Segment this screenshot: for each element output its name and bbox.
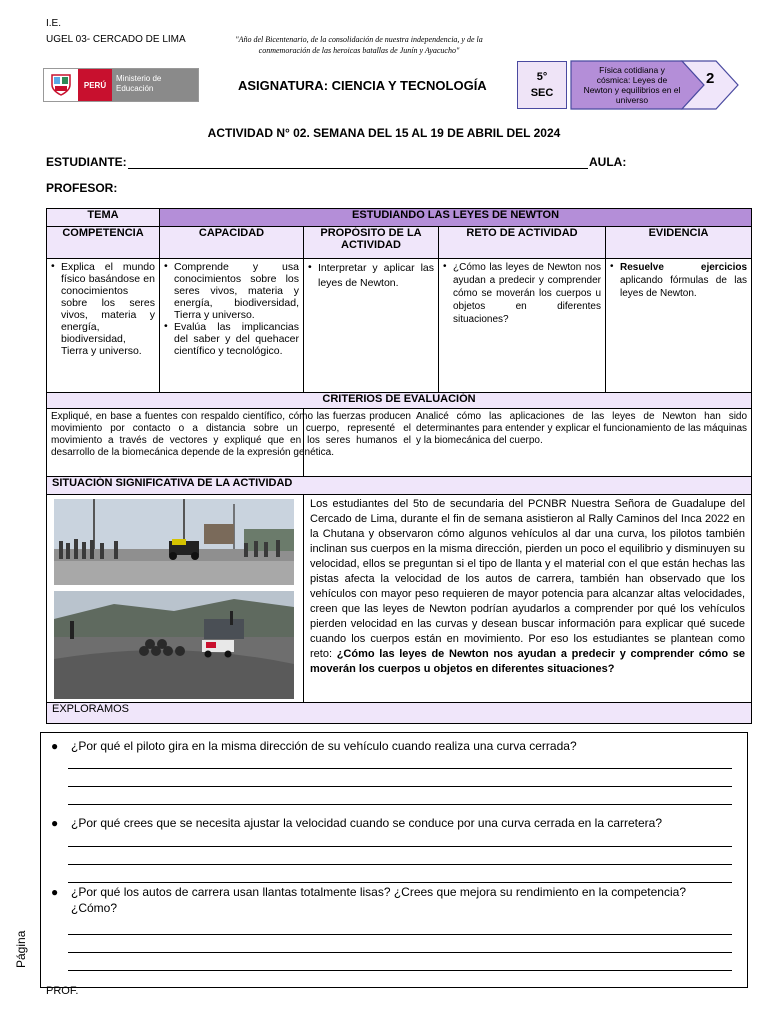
motto-line-2: conmemoración de las heroicas batallas de Junín y Ayacucho" bbox=[258, 46, 460, 55]
peru-label: PERÚ bbox=[78, 69, 112, 101]
ministry-line-1: Ministerio de bbox=[116, 74, 162, 83]
student-label: ESTUDIANTE: bbox=[46, 155, 127, 169]
grade-level: SEC bbox=[530, 87, 554, 99]
motto-line-1: "Año del Bicentenario, de la consolidación de nuestra independencia, y de la bbox=[235, 35, 483, 44]
ministry-line-2: Educación bbox=[116, 84, 154, 93]
rally-photos bbox=[54, 499, 294, 699]
question-3 bbox=[51, 884, 731, 916]
bullet-icon: ● bbox=[51, 885, 59, 899]
grade-box bbox=[517, 61, 567, 109]
evidencia-item bbox=[610, 261, 747, 300]
capacidad-cell bbox=[160, 259, 304, 393]
activity-title: ACTIVIDAD N° 02. SEMANA DEL 15 AL 19 DE ABRIL DEL 2024 bbox=[207, 126, 561, 140]
situacion-cell bbox=[304, 495, 752, 703]
answer-line[interactable] bbox=[68, 952, 732, 953]
evidencia-cell bbox=[606, 259, 752, 393]
rally-crowd-photo bbox=[54, 499, 294, 585]
student-name-line[interactable] bbox=[128, 168, 588, 169]
criterio-2-text: Analicé cómo las aplicaciones de las leyes de Newton han sido determinantes para entender y explicar el funcionamiento de las máquinas y la biomecánica del cuerpo. bbox=[416, 411, 748, 446]
page-label: Página bbox=[14, 930, 28, 968]
unit-title: Física cotidiana y cósmica: Leyes de Newton y equilibrios en el universo bbox=[583, 65, 681, 105]
answer-line[interactable] bbox=[68, 864, 732, 865]
answer-line[interactable] bbox=[68, 804, 732, 805]
reto-item: • ¿Cómo las leyes de Newton nos ayudan a predecir y comprender cómo se moverán los cuerpos u objetos en diferentes situaciones? bbox=[443, 261, 601, 326]
reto-cell bbox=[439, 259, 606, 393]
capacidad-item-2: • Evalúa las implicancias del saber y del quehacer científico y tecnológico. bbox=[164, 321, 299, 357]
bullet-icon: ● bbox=[51, 739, 59, 753]
criterio-1 bbox=[47, 409, 411, 477]
situacion-label: SITUACIÓN SIGNIFICATIVA DE LA ACTIVIDAD bbox=[47, 477, 752, 495]
questions-box bbox=[40, 732, 748, 988]
bullet-icon: ● bbox=[51, 816, 59, 830]
coat-of-arms-icon bbox=[44, 69, 78, 101]
prof-label: PROF. bbox=[46, 985, 79, 997]
competencia-item: • Explica el mundo físico basándose en conocimientos sobre los seres vivos, materia y energía, biodiversidad, Tierra y universo. bbox=[51, 261, 155, 357]
evidencia-bold: Resuelve ejercicios bbox=[620, 262, 748, 273]
proposito-item: • Interpretar y aplicar las leyes de Newton. bbox=[308, 261, 434, 291]
competencia-cell bbox=[47, 259, 160, 393]
criterios-label: CRITERIOS DE EVALUACIÓN bbox=[47, 393, 752, 409]
col-proposito: PROPÓSITO DE LA ACTIVIDAD bbox=[304, 227, 439, 259]
question-2 bbox=[51, 815, 731, 831]
question-2-text: ¿Por qué crees que se necesita ajustar la velocidad cuando se conduce por una curva cerrada en la carretera? bbox=[71, 816, 663, 830]
subject-title: ASIGNATURA: CIENCIA Y TECNOLOGÍA bbox=[238, 78, 487, 93]
aula-label: AULA: bbox=[589, 155, 627, 169]
answer-line[interactable] bbox=[68, 786, 732, 787]
unit-number: 2 bbox=[706, 70, 715, 87]
evidencia-text: aplicando fórmulas de las leyes de Newton. bbox=[620, 275, 748, 299]
answer-line[interactable] bbox=[68, 768, 732, 769]
col-reto: RETO DE ACTIVIDAD bbox=[439, 227, 606, 259]
answer-line[interactable] bbox=[68, 970, 732, 971]
question-1-text: ¿Por qué el piloto gira en la misma dirección de su vehículo cuando realiza una curva cerrada? bbox=[71, 739, 577, 753]
question-3-text: ¿Por qué los autos de carrera usan llantas totalmente lisas? ¿Crees que mejora su rendimiento en la competencia? ¿Cómo? bbox=[71, 885, 686, 915]
answer-line[interactable] bbox=[68, 846, 732, 847]
situacion-question: ¿Cómo las leyes de Newton nos ayudan a predecir y comprender cómo se moverán los cuerpos u objetos en diferentes situaciones? bbox=[310, 648, 746, 675]
grade-number: 5° bbox=[536, 71, 548, 83]
tema-value: ESTUDIANDO LAS LEYES DE NEWTON bbox=[160, 209, 752, 227]
ministry-logo bbox=[43, 68, 199, 102]
question-1 bbox=[51, 738, 731, 754]
col-competencia: COMPETENCIA bbox=[47, 227, 160, 259]
ministry-name bbox=[112, 69, 198, 101]
capacidad-item-1: • Comprende y usa conocimientos sobre los seres vivos, materia y energía, biodiversidad, Tierra y universo. bbox=[164, 261, 299, 321]
proposito-cell bbox=[304, 259, 439, 393]
situacion-text: Los estudiantes del 5to de secundaria del PCNBR Nuestra Señora de Guadalupe del Cercado de Lima, durante el fin de semana asistieron al Rally Caminos del Inca 2022 en la Chutana y observaron cómo algunos vehículos al dar una curva, los pilotos también inclinan sus cuerpos en la misma dirección, pierden un poco el equilibrio y disminuyen su velocidad, ellos se preguntan si el tipo de llanta y el material con el que están hechas las pistas afecta la velocidad de los autos de carrera, también han observado que los vehículos con mayor peso requieren de mayor potencia para alcanzar altas velocidades, creen que las leyes de Newton podrían ayudarlos a comprender por qué los vehículos pierden velocidad en las curvas y desean buscar información para explicar qué sucede cuando los cuerpos están en movimiento. Por eso los estudiantes se plantean como reto: bbox=[310, 498, 746, 660]
answer-line[interactable] bbox=[68, 882, 732, 883]
col-capacidad: CAPACIDAD bbox=[160, 227, 304, 259]
tema-label: TEMA bbox=[47, 209, 160, 227]
exploramos-label: EXPLORAMOS bbox=[47, 703, 752, 724]
rally-curve-photo bbox=[54, 591, 294, 699]
teacher-label: PROFESOR: bbox=[46, 181, 118, 195]
col-evidencia: EVIDENCIA bbox=[606, 227, 752, 259]
school-label: I.E. bbox=[46, 18, 62, 29]
year-motto bbox=[214, 34, 504, 56]
ugel-label: UGEL 03- CERCADO DE LIMA bbox=[46, 34, 186, 45]
answer-line[interactable] bbox=[68, 934, 732, 935]
criterio-1-text: Expliqué, en base a fuentes con respaldo científico, cómo las fuerzas producen movimiento por contacto o a distancia sobre un cuerpo, representé el movimiento a través de vectores y expliqué que en los seres humanos el desarrollo de la biomecánica depende de la expresión genética. bbox=[51, 411, 411, 458]
